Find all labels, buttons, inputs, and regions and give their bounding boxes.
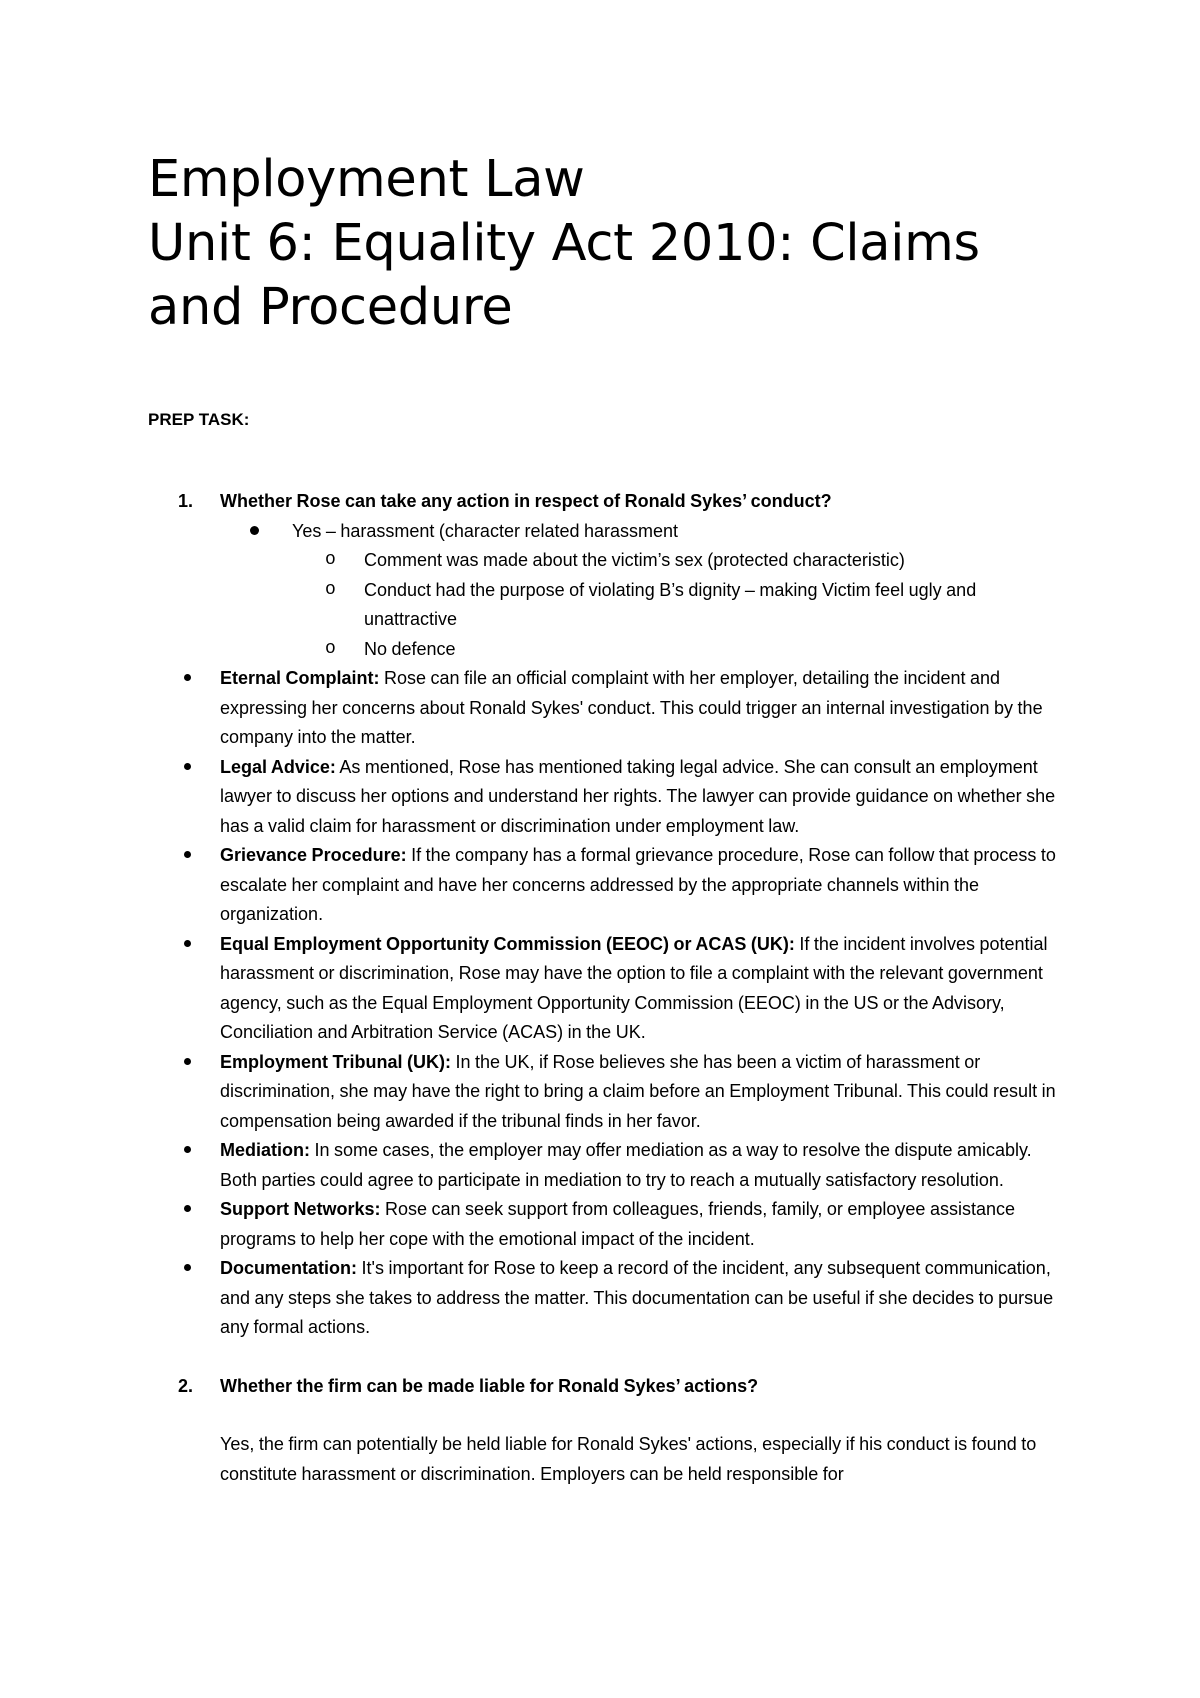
bullet-label: Grievance Procedure:	[220, 845, 407, 865]
bullet-dot-icon	[184, 1048, 191, 1078]
bullet-label: Equal Employment Opportunity Commission (EEOC) or ACAS (UK):	[220, 933, 795, 954]
bullet-text: Rose can seek support from colleagues, friends, family, or employee assistance programs to help her cope with the emotional impact of the incident.	[220, 1199, 1015, 1249]
title-line-1: Employment Law	[148, 150, 585, 209]
sub-point	[148, 546, 1068, 576]
sub-point	[148, 635, 1068, 665]
question-2	[148, 1372, 1068, 1402]
document-title	[148, 148, 1068, 340]
circle-bullet-icon: o	[325, 638, 336, 659]
bullet-text: If the company has a formal grievance procedure, Rose can follow that process to escalate her complaint and have her concerns addressed by the appropriate channels within the organization.	[220, 845, 1056, 924]
question-1	[148, 487, 1068, 517]
bullet-text: In some cases, the employer may offer mediation as a way to resolve the dispute amicably. Both parties could agree to participate in mediation to try to reach a mutually satisfactory resolution.	[220, 1140, 1032, 1190]
bullet-item	[148, 1254, 1068, 1343]
bullet-item	[148, 753, 1068, 842]
sub-point-text: No defence	[364, 638, 456, 659]
bullet-item	[148, 1048, 1068, 1137]
document-page	[148, 148, 1068, 1489]
question-1-text: Whether Rose can take any action in respect of Ronald Sykes’ conduct?	[220, 491, 832, 511]
sub-point	[148, 576, 1068, 635]
prep-task-label: PREP TASK:	[148, 410, 250, 429]
bullet-item	[148, 841, 1068, 930]
bullet-item	[148, 1136, 1068, 1195]
bullet-dot-icon	[184, 753, 191, 783]
sub-bullet-yes	[148, 517, 1068, 547]
bullet-label: Mediation:	[220, 1140, 310, 1160]
bullet-text: In the UK, if Rose believes she has been a victim of harassment or discrimination, she may have the right to bring a claim before an Employment Tribunal. This could result in compensation being awarded if the tribunal finds in her favor.	[220, 1051, 1056, 1131]
bullet-dot-icon	[184, 664, 191, 694]
question-2-number: 2.	[178, 1375, 194, 1396]
bullet-label: Legal Advice:	[220, 756, 336, 777]
bullet-item	[148, 930, 1068, 1048]
bullet-text: As mentioned, Rose has mentioned taking legal advice. She can consult an employment lawyer to discuss her options and understand her rights. The lawyer can provide guidance on whether she has a valid claim for harassment or discrimination under employment law.	[220, 756, 1056, 836]
bullet-dot-icon	[184, 841, 191, 871]
bullet-label: Employment Tribunal (UK):	[220, 1051, 452, 1072]
circle-bullet-icon: o	[325, 550, 336, 570]
bullet-text: It's important for Rose to keep a record of the incident, any subsequent communication, and any steps she takes to address the matter. This documentation can be useful if she decides to pursue any formal actions.	[220, 1258, 1054, 1337]
bullet-dot-icon	[184, 930, 191, 960]
bullet-label: Eternal Complaint:	[220, 668, 380, 688]
question-2-answer: Yes, the firm can potentially be held liable for Ronald Sykes' actions, especially if his conduct is found to constitute harassment or discrimination. Employers can be held responsible for	[220, 1434, 1037, 1484]
bullet-item	[148, 1195, 1068, 1254]
question-2-text: Whether the firm can be made liable for Ronald Sykes’ actions?	[220, 1375, 759, 1396]
bullet-dot-icon	[184, 1195, 191, 1225]
bullet-dot-icon	[184, 1136, 191, 1166]
bullet-item	[148, 664, 1068, 753]
bullet-label: Documentation:	[220, 1258, 357, 1278]
bullet-label: Support Networks:	[220, 1199, 381, 1219]
title-line-2: Unit 6: Equality Act 2010: Claims and Procedure	[148, 214, 980, 337]
bullet-text: If the incident involves potential harassment or discrimination, Rose may have the option to file a complaint with the relevant government agency, such as the Equal Employment Opportunity Commission (EEOC) in the US or the Advisory, Conciliation and Arbitration Service (ACAS) in the UK.	[220, 933, 1048, 1042]
sub-point-text: Comment was made about the victim’s sex (protected characteristic)	[364, 550, 905, 570]
bullet-dot-icon	[184, 1254, 191, 1284]
question-1-number: 1.	[178, 491, 194, 511]
bullet-text: Rose can file an official complaint with her employer, detailing the incident and expressing her concerns about Ronald Sykes' conduct. This could trigger an internal investigation by the company into the matter.	[220, 668, 1043, 747]
document-body	[148, 487, 1068, 1489]
circle-bullet-icon: o	[325, 579, 336, 600]
bullet-dot-icon	[250, 517, 259, 547]
sub-bullet-text: Yes – harassment (character related harassment	[292, 520, 679, 541]
sub-point-text: Conduct had the purpose of violating B’s dignity – making Victim feel ugly and unattractive	[364, 579, 977, 629]
